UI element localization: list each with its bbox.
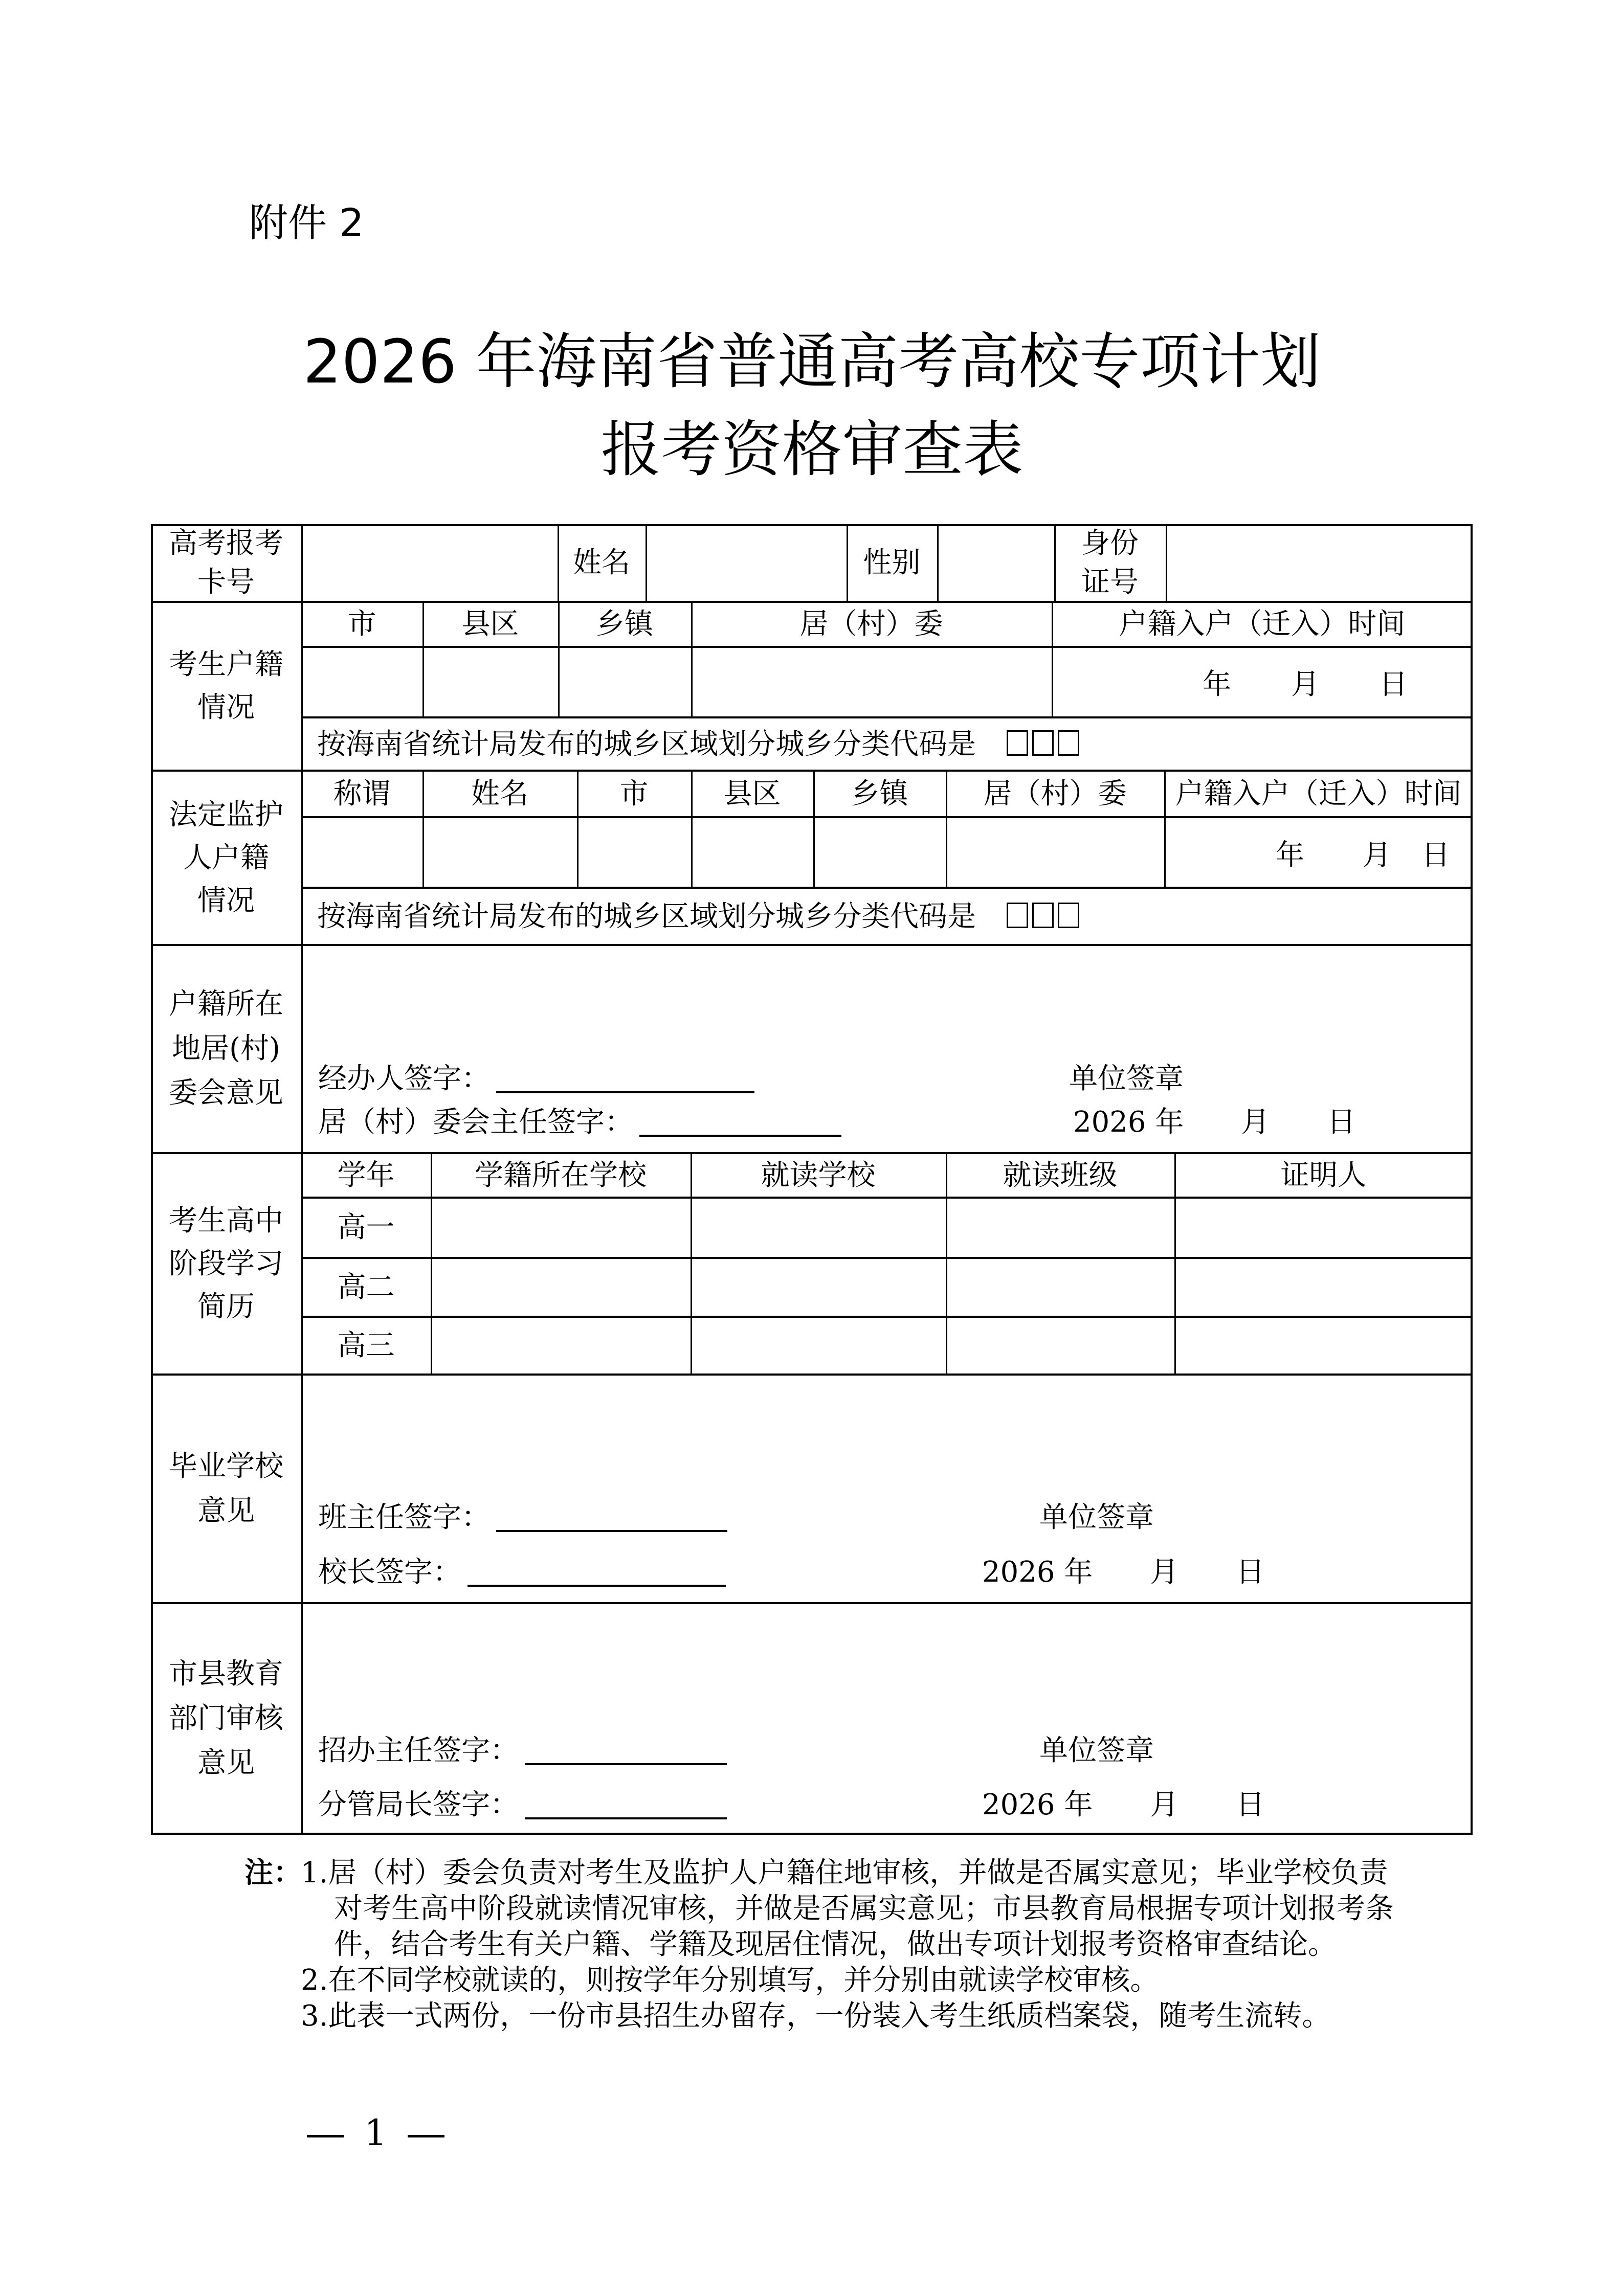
code-checkbox-2[interactable] <box>1032 903 1054 928</box>
study-row-class-field[interactable] <box>947 1200 1174 1257</box>
study-row-witness-field[interactable] <box>1176 1200 1471 1257</box>
committee-opinion-label <box>151 945 301 1153</box>
label-line: 户籍所在 <box>169 987 283 1021</box>
gender-field[interactable] <box>939 526 1054 601</box>
attachment-label: 附件 2 <box>249 200 364 245</box>
label-line: 毕业学校 <box>169 1449 283 1483</box>
label-line: 地居(村) <box>172 1032 280 1066</box>
student-city-header: 市 <box>347 607 376 641</box>
study-row-registered-school-field[interactable] <box>432 1319 691 1374</box>
code-checkbox-3[interactable] <box>1058 730 1079 756</box>
month-placeholder: 月 <box>1291 668 1320 701</box>
label-line: 委会意见 <box>169 1076 283 1110</box>
label-line: 法定监护 <box>169 798 283 831</box>
guardian-name-header: 姓名 <box>471 777 528 811</box>
divider <box>151 944 1473 946</box>
teacher-sign-row <box>318 1503 727 1532</box>
note-line: 2.在不同学校就读的，则按学年分别填写，并分别由就读学校审核。 <box>301 1964 1159 1997</box>
guardian-relation-header: 称谓 <box>333 777 391 811</box>
committee-seal-label: 单位签章 <box>1069 1062 1184 1095</box>
director-sign-line[interactable] <box>639 1108 841 1137</box>
committee-date: 2026 年 月 日 <box>1073 1106 1356 1139</box>
edu-dept-date: 2026 年 月 日 <box>982 1788 1265 1821</box>
edu-dept-opinion-field[interactable] <box>303 1605 1471 1730</box>
label-line: 阶段学习 <box>169 1247 283 1280</box>
handler-sign-row <box>318 1062 754 1095</box>
student-code-row <box>317 730 1083 759</box>
guardian-name-field[interactable] <box>424 819 577 887</box>
guardian-county-header: 县区 <box>723 777 781 811</box>
label-line: 市县教育 <box>169 1657 283 1691</box>
principal-sign-row <box>318 1558 726 1587</box>
label-line: 情况 <box>197 884 255 917</box>
handler-sign-label: 经办人签字： <box>318 1062 490 1095</box>
day-placeholder: 日 <box>1421 839 1450 872</box>
note-line: 对考生高中阶段就读情况审核，并做是否属实意见；市县教育局根据专项计划报考条 <box>334 1892 1394 1925</box>
edu-dept-opinion-label <box>151 1603 301 1835</box>
label-line: 卡号 <box>197 566 255 599</box>
student-village-header: 居（村）委 <box>799 607 943 641</box>
registered-school-header: 学籍所在学校 <box>475 1158 647 1192</box>
student-town-header: 乡镇 <box>596 607 653 641</box>
note-line: 3.此表一式两份，一份市县招生办留存，一份装入考生纸质档案袋，随考生流转。 <box>301 1999 1331 2033</box>
divider <box>301 887 1473 889</box>
study-row-year: 高二 <box>337 1270 395 1304</box>
notes-prefix: 注： <box>244 1856 302 1889</box>
name-label: 姓名 <box>573 546 630 579</box>
id-number-label <box>1054 524 1166 602</box>
handler-sign-line[interactable] <box>496 1065 754 1093</box>
gender-label: 性别 <box>863 546 921 579</box>
committee-opinion-field[interactable] <box>303 947 1471 1056</box>
student-town-field[interactable] <box>560 648 691 716</box>
school-year-header: 学年 <box>337 1158 395 1192</box>
student-village-field[interactable] <box>693 648 1052 716</box>
director-sign-label: 居（村）委会主任签字： <box>318 1106 633 1139</box>
study-row-year: 高三 <box>337 1329 395 1362</box>
guardian-village-header: 居（村）委 <box>983 777 1127 811</box>
label-line: 意见 <box>197 1494 255 1527</box>
admissions-sign-line[interactable] <box>525 1737 727 1765</box>
student-registration-date-field[interactable] <box>1053 648 1471 716</box>
study-row-registered-school-field[interactable] <box>432 1200 691 1257</box>
attended-school-header: 就读学校 <box>761 1158 876 1192</box>
student-code-text: 按海南省统计局发布的城乡区域划分城乡分类代码是 <box>317 728 976 761</box>
guardian-relation-field[interactable] <box>303 819 422 887</box>
student-household-label <box>151 602 301 771</box>
principal-sign-line[interactable] <box>468 1558 726 1587</box>
guardian-household-label <box>151 771 301 945</box>
study-history-label <box>151 1153 301 1375</box>
id-number-field[interactable] <box>1167 526 1471 601</box>
director-sign-row <box>318 1108 841 1137</box>
student-city-field[interactable] <box>303 648 422 716</box>
bureau-director-sign-row <box>318 1788 727 1821</box>
school-opinion-label <box>151 1375 301 1603</box>
guardian-registration-date-field[interactable] <box>1166 819 1471 887</box>
label-line: 证号 <box>1081 566 1139 599</box>
label-line: 考生高中 <box>169 1204 283 1237</box>
guardian-city-header: 市 <box>619 777 649 811</box>
label-line: 部门审核 <box>169 1702 283 1736</box>
student-county-field[interactable] <box>424 648 558 716</box>
code-checkbox-3[interactable] <box>1058 903 1079 928</box>
page-dash-left <box>307 2135 344 2137</box>
guardian-code-row <box>317 900 1083 933</box>
student-county-header: 县区 <box>461 607 519 641</box>
guardian-county-field[interactable] <box>693 819 813 887</box>
note-line: 件，结合考生有关户籍、学籍及现居住情况，做出专项计划报考资格审查结论。 <box>334 1928 1337 1961</box>
student-registration-date-header: 户籍入户（迁入）时间 <box>1119 607 1406 641</box>
guardian-village-field[interactable] <box>947 819 1164 887</box>
guardian-registration-date-header: 户籍入户（迁入）时间 <box>1175 777 1462 811</box>
code-checkbox-1[interactable] <box>1007 730 1028 756</box>
divider <box>301 1316 1473 1318</box>
label-line: 人户籍 <box>183 841 269 874</box>
divider <box>151 1602 1473 1604</box>
witness-header: 证明人 <box>1280 1158 1367 1192</box>
page-subtitle: 报考资格审查表 <box>600 414 1024 485</box>
day-placeholder: 日 <box>1379 668 1408 701</box>
guardian-city-field[interactable] <box>579 819 691 887</box>
admissions-sign-row <box>318 1734 727 1767</box>
study-row-attended-school-field[interactable] <box>692 1260 946 1316</box>
study-row-registered-school-field[interactable] <box>432 1260 691 1316</box>
guardian-town-field[interactable] <box>815 819 946 887</box>
page-title: 2026 年海南省普通高考高校专项计划 <box>303 326 1321 397</box>
divider <box>301 716 1473 718</box>
school-seal-label: 单位签章 <box>1039 1501 1154 1534</box>
name-field[interactable] <box>647 526 847 601</box>
principal-sign-label: 校长签字： <box>318 1556 461 1589</box>
edu-dept-seal-label: 单位签章 <box>1039 1734 1154 1767</box>
study-row-year: 高一 <box>337 1211 395 1244</box>
label-line: 简历 <box>197 1290 255 1323</box>
label-line: 身份 <box>1081 527 1139 560</box>
page-number-value: 1 <box>364 2112 387 2154</box>
note-line: 1.居（村）委会负责对考生及监护人户籍住地审核，并做是否属实意见；毕业学校负责 <box>301 1856 1388 1889</box>
label-line: 高考报考 <box>169 527 283 560</box>
code-checkbox-1[interactable] <box>1007 903 1028 928</box>
teacher-sign-line[interactable] <box>496 1503 727 1532</box>
study-row-class-field[interactable] <box>947 1319 1174 1374</box>
bureau-director-sign-line[interactable] <box>525 1791 727 1819</box>
month-placeholder: 月 <box>1363 839 1391 872</box>
class-header: 就读班级 <box>1003 1158 1118 1192</box>
page-number <box>286 2112 465 2154</box>
guardian-town-header: 乡镇 <box>851 777 908 811</box>
study-row-attended-school-field[interactable] <box>692 1200 946 1257</box>
study-row-attended-school-field[interactable] <box>692 1319 946 1374</box>
study-row-witness-field[interactable] <box>1176 1260 1471 1316</box>
label-line: 情况 <box>197 691 255 724</box>
teacher-sign-label: 班主任签字： <box>318 1501 490 1534</box>
label-line: 意见 <box>197 1746 255 1780</box>
school-date: 2026 年 月 日 <box>982 1556 1265 1589</box>
exam-number-field[interactable] <box>303 526 558 601</box>
divider <box>301 1257 1473 1259</box>
study-row-witness-field[interactable] <box>1176 1319 1471 1374</box>
study-row-class-field[interactable] <box>947 1260 1174 1316</box>
code-checkbox-2[interactable] <box>1032 730 1054 756</box>
year-placeholder: 年 <box>1276 839 1304 872</box>
bureau-director-sign-label: 分管局长签字： <box>318 1788 519 1821</box>
admissions-sign-label: 招办主任签字： <box>318 1734 519 1767</box>
page-dash-right <box>408 2135 444 2137</box>
school-opinion-field[interactable] <box>303 1376 1471 1496</box>
guardian-code-text: 按海南省统计局发布的城乡区域划分城乡分类代码是 <box>317 900 976 933</box>
year-placeholder: 年 <box>1203 668 1231 701</box>
exam-number-label <box>151 524 301 602</box>
label-line: 考生户籍 <box>169 648 283 681</box>
